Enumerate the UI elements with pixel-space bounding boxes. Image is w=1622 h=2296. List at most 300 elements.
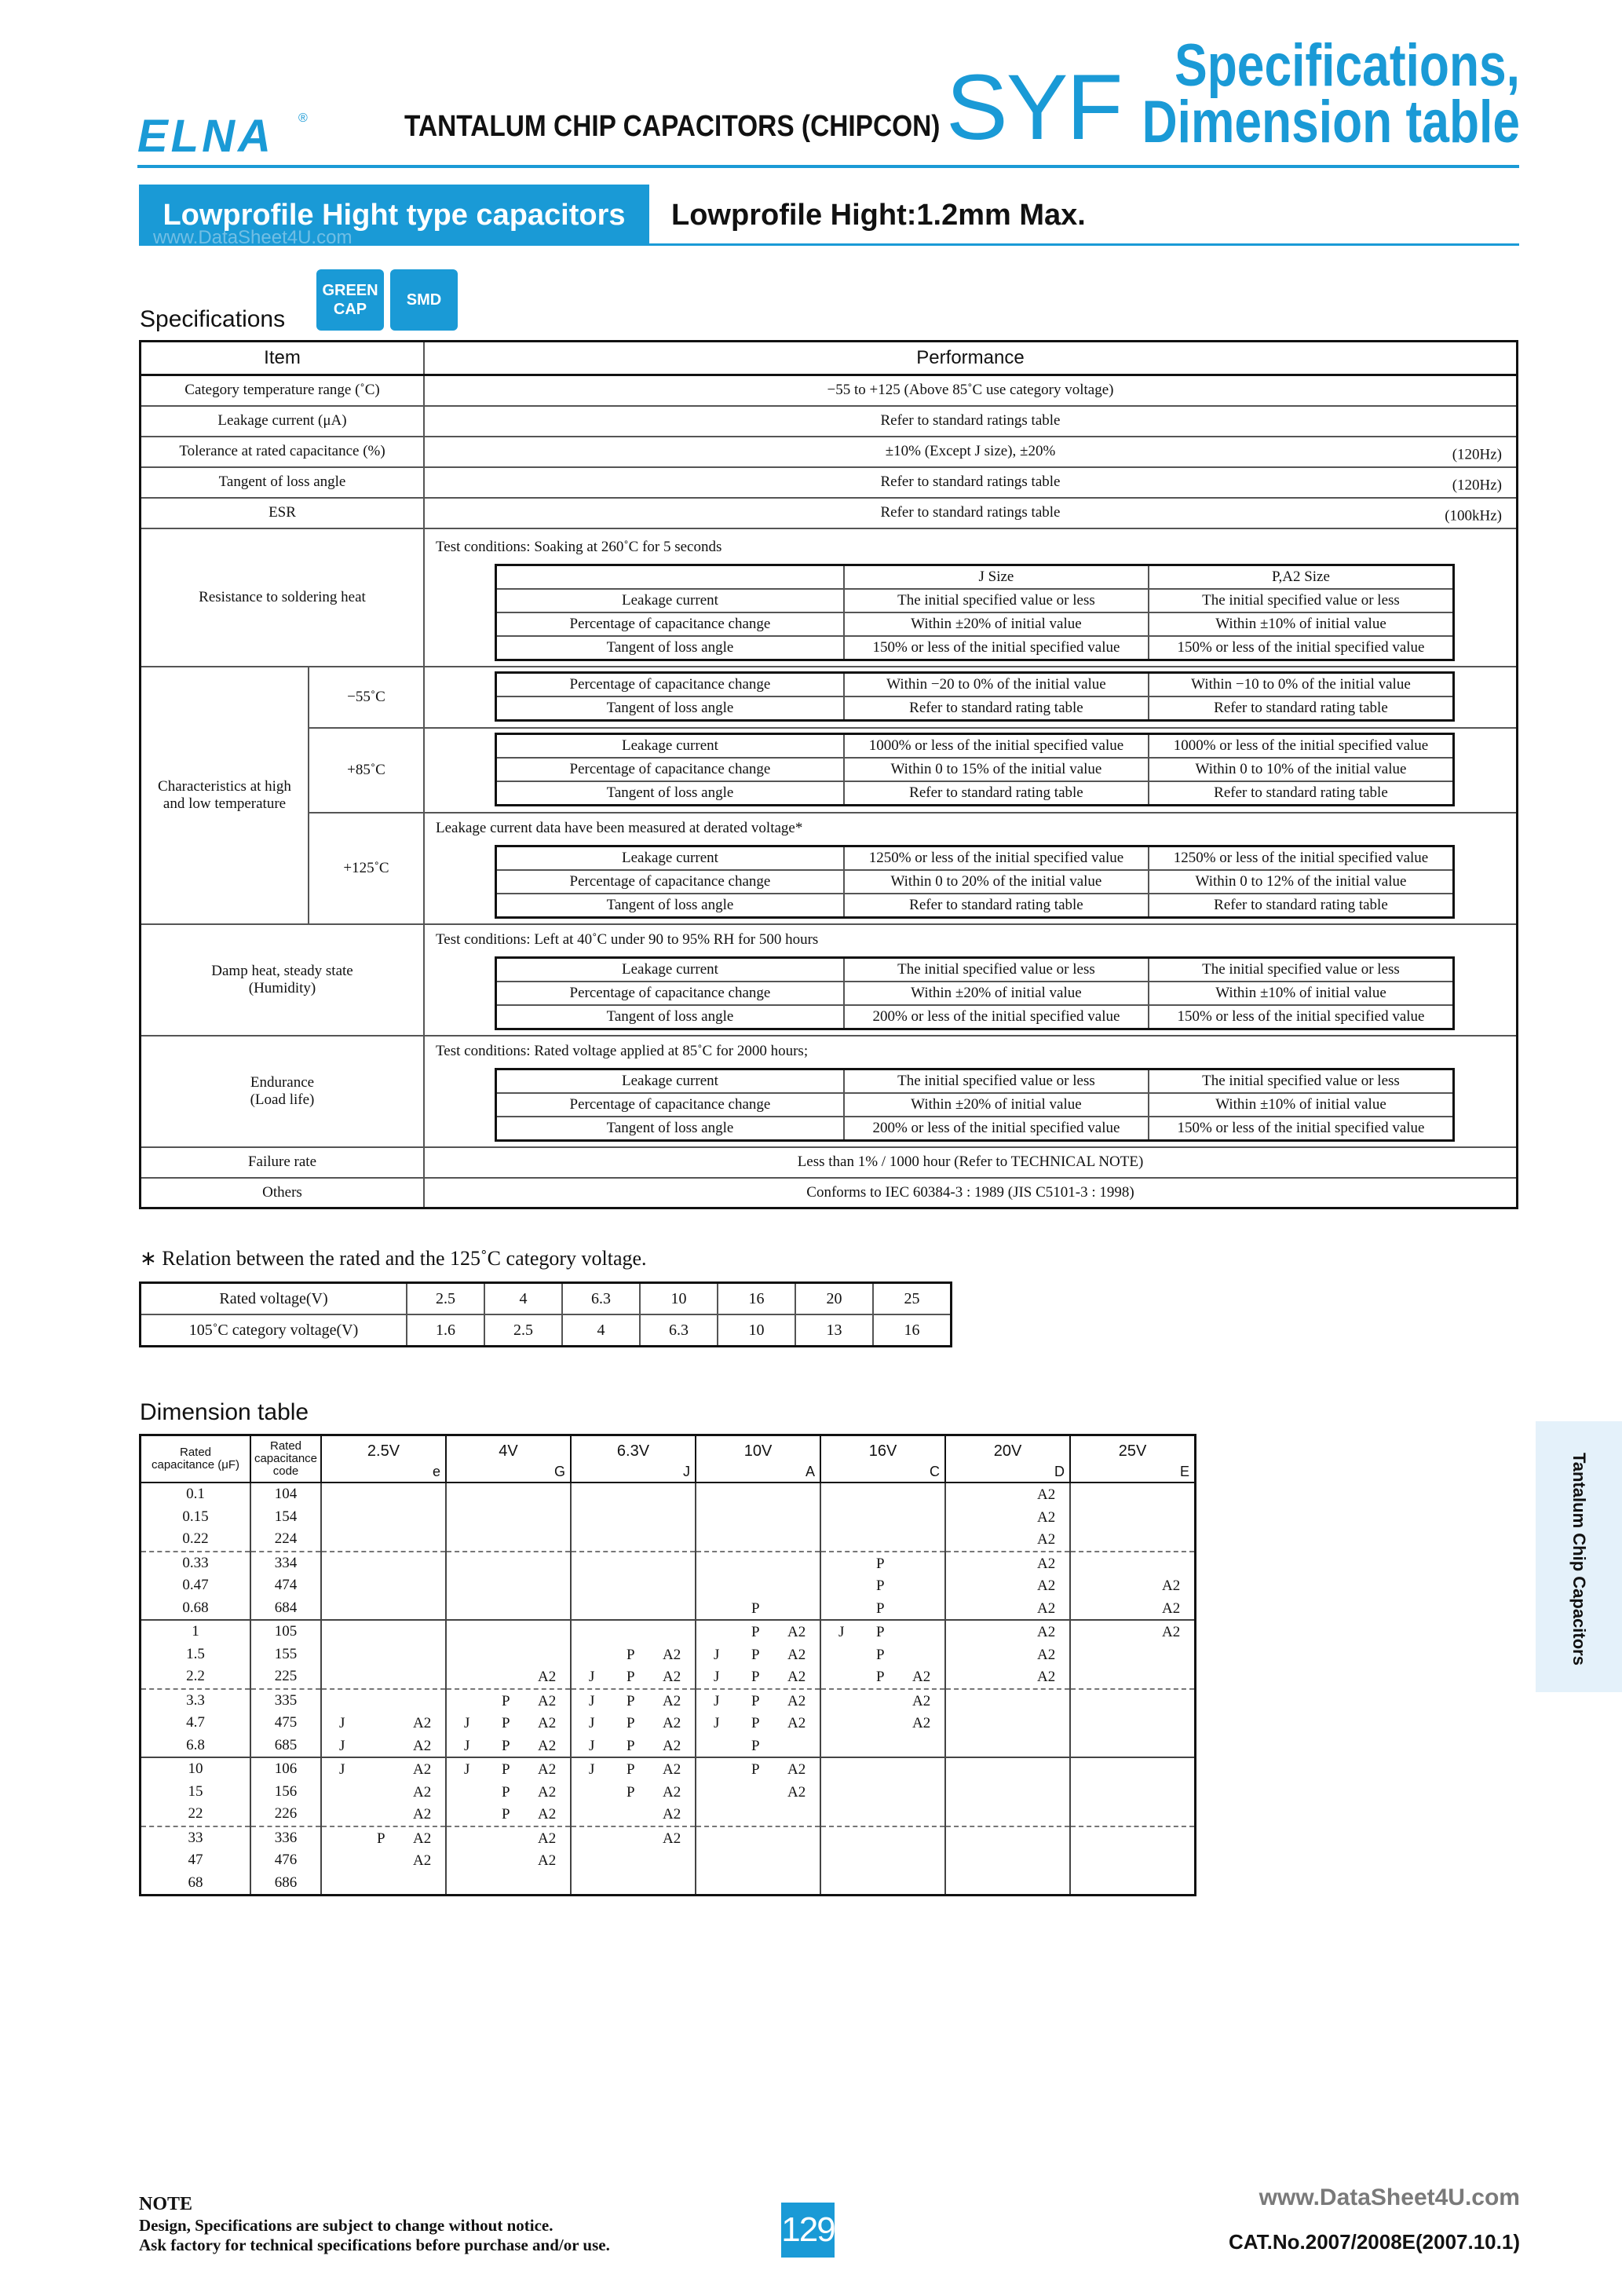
- case-size: A2: [912, 1715, 931, 1731]
- sub-cell: 1250% or less of the initial specified value: [844, 846, 1149, 870]
- col-header-voltage: [1070, 1435, 1196, 1483]
- size-cell: [321, 1689, 446, 1713]
- case-size: A2: [787, 1783, 806, 1801]
- size-cell: [571, 1803, 696, 1826]
- size-cell: [571, 1735, 696, 1758]
- rated-voltage-value: 4: [484, 1283, 562, 1315]
- col-header-code-l1: Rated: [269, 1439, 302, 1453]
- size-cell: [945, 1803, 1070, 1826]
- profile-note: Lowprofile Hight:1.2mm Max.: [671, 199, 1086, 232]
- capacitance-code: 336: [250, 1826, 321, 1850]
- size-cell: [321, 1665, 446, 1689]
- sub-cell: Within ±10% of initial value: [1149, 612, 1454, 636]
- case-size: A2: [1162, 1600, 1181, 1617]
- capacitance-code: 334: [250, 1552, 321, 1575]
- capacitance-code: 686: [250, 1872, 321, 1896]
- spec-perf-text: Refer to standard ratings table: [880, 473, 1061, 490]
- sub-cell: The initial specified value or less: [844, 1069, 1149, 1093]
- capacitance-code: 224: [250, 1528, 321, 1552]
- size-cell: [1070, 1735, 1196, 1758]
- size-cell: [1070, 1528, 1196, 1552]
- size-cell: [446, 1528, 571, 1552]
- table-row: [141, 1597, 1196, 1621]
- spec-item: Failure rate: [141, 1147, 425, 1178]
- rated-voltage-label: Rated voltage(V): [141, 1283, 407, 1315]
- col-header-voltage: [571, 1435, 696, 1483]
- registered-mark: ®: [298, 112, 308, 125]
- capacitance-code: 685: [250, 1735, 321, 1758]
- spec-perf: [424, 437, 1518, 467]
- case-size: J: [339, 1761, 345, 1778]
- capacitance-value: 68: [141, 1872, 251, 1896]
- capacitance-value: 2.2: [141, 1665, 251, 1689]
- size-cell: [571, 1574, 696, 1597]
- size-cell: [945, 1712, 1070, 1735]
- spec-item-l1: Endurance: [250, 1073, 315, 1091]
- case-size: A2: [1037, 1669, 1056, 1685]
- case-size: A2: [538, 1737, 557, 1754]
- size-cell: [446, 1803, 571, 1826]
- spec-item-l2: and low temperature: [163, 795, 287, 812]
- sub-cell: Tangent of loss angle: [496, 1117, 844, 1141]
- rated-voltage-value: 25: [873, 1283, 952, 1315]
- spec-item-l1: Characteristics at high: [158, 777, 291, 795]
- size-cell: [820, 1597, 945, 1621]
- spec-perf-text: ±10% (Except J size), ±20%: [885, 443, 1056, 459]
- sub-cell: 150% or less of the initial specified value: [844, 636, 1149, 660]
- sub-cell: Percentage of capacitance change: [496, 672, 844, 696]
- spec-row: [141, 1036, 1518, 1147]
- size-cell: [571, 1712, 696, 1735]
- col-header-voltage: [945, 1435, 1070, 1483]
- size-cell: [696, 1872, 820, 1896]
- sub-cell: 1000% or less of the initial specified value: [1149, 733, 1454, 758]
- capacitance-code: 105: [250, 1620, 321, 1643]
- size-cell: [321, 1528, 446, 1552]
- col-header-voltage: [446, 1435, 571, 1483]
- size-cell: [446, 1872, 571, 1896]
- case-size: J: [589, 1761, 595, 1778]
- temp-label: +85˚C: [309, 728, 424, 813]
- case-size: P: [502, 1761, 510, 1778]
- table-row: [141, 1849, 1196, 1872]
- size-cell: [945, 1574, 1070, 1597]
- sub-cell: 150% or less of the initial specified value: [1149, 1005, 1454, 1029]
- spec-perf: [424, 813, 1518, 924]
- note-line: Design, Specifications are subject to change without notice.: [139, 2216, 553, 2235]
- case-size: J: [589, 1692, 595, 1709]
- sub-cell: The initial specified value or less: [1149, 957, 1454, 982]
- sub-cell: 200% or less of the initial specified value: [844, 1005, 1149, 1029]
- size-cell: [446, 1552, 571, 1575]
- sub-cell: Percentage of capacitance change: [496, 1093, 844, 1117]
- case-size: A2: [1037, 1531, 1056, 1548]
- case-size: A2: [1037, 1486, 1056, 1503]
- spec-item: Leakage current (μA): [141, 406, 425, 437]
- case-size: P: [502, 1806, 510, 1823]
- sub-cell: The initial specified value or less: [844, 589, 1149, 612]
- case-size: A2: [1037, 1555, 1056, 1572]
- size-cell: [820, 1781, 945, 1804]
- size-cell: [945, 1757, 1070, 1781]
- footer-watermark: www.DataSheet4U.com: [1259, 2184, 1520, 2210]
- table-row: [141, 1735, 1196, 1758]
- sub-cell: Within ±20% of initial value: [844, 1093, 1149, 1117]
- size-cell: [571, 1552, 696, 1575]
- table-row: [141, 1826, 1196, 1850]
- case-size: A2: [663, 1692, 681, 1709]
- case-size: A2: [413, 1830, 432, 1847]
- spec-perf: [424, 528, 1518, 667]
- size-cell: [945, 1552, 1070, 1575]
- category-voltage-value: 10: [718, 1314, 795, 1347]
- sub-cell: Percentage of capacitance change: [496, 982, 844, 1005]
- case-size: J: [589, 1737, 595, 1754]
- spec-item: [141, 924, 425, 1036]
- case-size: A2: [787, 1624, 806, 1640]
- size-cell: [446, 1689, 571, 1713]
- case-size: A2: [538, 1783, 557, 1801]
- case-size: A2: [538, 1806, 557, 1823]
- size-cell: [1070, 1757, 1196, 1781]
- table-row: [141, 1803, 1196, 1826]
- size-cell: [321, 1735, 446, 1758]
- category-voltage-label: 105˚C category voltage(V): [141, 1314, 407, 1347]
- spec-row: [141, 728, 1518, 813]
- sub-cell: Leakage current: [496, 589, 844, 612]
- capacitance-value: 0.33: [141, 1552, 251, 1575]
- size-cell: [571, 1597, 696, 1621]
- capacitance-value: 0.22: [141, 1528, 251, 1552]
- page-title-line2: Dimension table: [1142, 89, 1520, 156]
- size-cell: [696, 1552, 820, 1575]
- size-cell: [571, 1506, 696, 1529]
- spec-item: Category temperature range (˚C): [141, 375, 425, 406]
- capacitance-value: 0.47: [141, 1574, 251, 1597]
- case-size: A2: [413, 1737, 432, 1754]
- size-cell: [820, 1506, 945, 1529]
- col-header-code-l2: capacitance: [254, 1452, 318, 1465]
- green-cap-badge-l2: CAP: [333, 301, 367, 318]
- size-cell: [820, 1757, 945, 1781]
- case-size: P: [751, 1737, 760, 1754]
- capacitance-value: 47: [141, 1849, 251, 1872]
- spec-perf: Refer to standard ratings table: [424, 406, 1518, 437]
- col-header-capacitance: [141, 1435, 251, 1483]
- size-cell: [571, 1781, 696, 1804]
- capacitance-code: 474: [250, 1574, 321, 1597]
- case-size: A2: [663, 1783, 681, 1801]
- size-cell: [696, 1597, 820, 1621]
- dimension-table: [139, 1434, 1196, 1896]
- capacitance-value: 0.15: [141, 1506, 251, 1529]
- size-cell: [446, 1826, 571, 1850]
- subtitle-tab: Lowprofile Hight type capacitors: [139, 185, 649, 246]
- size-cell: [571, 1528, 696, 1552]
- size-cell: [820, 1528, 945, 1552]
- case-size: A2: [787, 1761, 806, 1778]
- catalog-number: CAT.No.2007/2008E(2007.10.1): [1229, 2230, 1520, 2254]
- size-cell: [696, 1735, 820, 1758]
- rated-voltage-value: 20: [795, 1283, 873, 1315]
- size-cell: [571, 1849, 696, 1872]
- case-size: A2: [787, 1692, 806, 1709]
- sub-cell: Within −20 to 0% of the initial value: [844, 672, 1149, 696]
- green-cap-badge: [316, 269, 384, 331]
- voltage-label: 16V: [868, 1442, 897, 1460]
- table-row: [141, 1620, 1196, 1643]
- case-size: A2: [1037, 1508, 1056, 1526]
- case-size: A2: [413, 1806, 432, 1823]
- rated-voltage-value: 16: [718, 1283, 795, 1315]
- sub-cell: Tangent of loss angle: [496, 636, 844, 660]
- document-title: TANTALUM CHIP CAPACITORS (CHIPCON): [404, 110, 941, 143]
- capacitance-code: 335: [250, 1689, 321, 1713]
- case-size: A2: [1037, 1624, 1056, 1640]
- sub-cell: Tangent of loss angle: [496, 1005, 844, 1029]
- table-row: [141, 1712, 1196, 1735]
- spec-perf: [424, 467, 1518, 498]
- size-cell: [571, 1872, 696, 1896]
- capacitance-value: 0.68: [141, 1597, 251, 1621]
- voltage-code: C: [930, 1464, 940, 1479]
- case-size: J: [464, 1761, 470, 1778]
- sub-cell: Within ±20% of initial value: [844, 612, 1149, 636]
- case-size: A2: [538, 1715, 557, 1731]
- table-row: [141, 1552, 1196, 1575]
- smd-badge: SMD: [390, 269, 458, 331]
- spec-item: [141, 667, 309, 924]
- case-size: P: [751, 1669, 760, 1685]
- spec-item: Others: [141, 1178, 425, 1208]
- col-header-voltage: [820, 1435, 945, 1483]
- category-voltage-value: 1.6: [407, 1314, 484, 1347]
- voltage-label: 2.5V: [367, 1442, 400, 1460]
- spec-row: [141, 1178, 1518, 1208]
- spec-perf: [424, 728, 1518, 813]
- col-header-performance: Performance: [424, 342, 1518, 375]
- sub-cell: 1250% or less of the initial specified value: [1149, 846, 1454, 870]
- size-cell: [321, 1849, 446, 1872]
- table-row: [141, 1781, 1196, 1804]
- col-header-code-l3: code: [272, 1464, 299, 1478]
- spec-item-l2: (Load life): [250, 1091, 315, 1108]
- size-cell: [945, 1826, 1070, 1850]
- case-size: P: [502, 1715, 510, 1731]
- rated-voltage-value: 2.5: [407, 1283, 484, 1315]
- size-cell: [820, 1665, 945, 1689]
- rated-voltage-value: 6.3: [562, 1283, 640, 1315]
- test-conditions: Test conditions: Soaking at 260˚C for 5 seconds: [436, 538, 722, 555]
- size-cell: [321, 1712, 446, 1735]
- page-title-line1: Specifications,: [1174, 32, 1520, 99]
- sub-cell: 150% or less of the initial specified value: [1149, 1117, 1454, 1141]
- capacitance-value: 0.1: [141, 1483, 251, 1506]
- capacitance-value: 4.7: [141, 1712, 251, 1735]
- sub-cell: Within −10 to 0% of the initial value: [1149, 672, 1454, 696]
- size-cell: [696, 1528, 820, 1552]
- col-header-voltage: [696, 1435, 820, 1483]
- sub-table: [495, 671, 1455, 722]
- size-cell: [571, 1643, 696, 1666]
- spec-item-l1: Damp heat, steady state: [211, 962, 353, 979]
- case-size: A2: [413, 1761, 432, 1778]
- spec-item: Tolerance at rated capacitance (%): [141, 437, 425, 467]
- col-header-code: [250, 1435, 321, 1483]
- sub-cell: Tangent of loss angle: [496, 781, 844, 806]
- size-cell: [321, 1574, 446, 1597]
- note-title: NOTE: [139, 2194, 193, 2214]
- spec-perf: Less than 1% / 1000 hour (Refer to TECHNICAL NOTE): [424, 1147, 1518, 1178]
- page-number: 129: [781, 2203, 835, 2258]
- size-cell: [321, 1620, 446, 1643]
- case-size: P: [377, 1830, 385, 1847]
- sub-cell: Tangent of loss angle: [496, 696, 844, 721]
- size-cell: [1070, 1483, 1196, 1506]
- page-title: [1142, 32, 1520, 156]
- capacitance-value: 1: [141, 1620, 251, 1643]
- capacitance-code: 475: [250, 1712, 321, 1735]
- sub-cell: Within ±10% of initial value: [1149, 1093, 1454, 1117]
- table-row: [141, 1872, 1196, 1896]
- size-cell: [696, 1506, 820, 1529]
- size-cell: [696, 1483, 820, 1506]
- size-cell: [446, 1712, 571, 1735]
- table-row: [141, 1483, 1196, 1506]
- dimension-heading: Dimension table: [140, 1399, 309, 1425]
- voltage-code: G: [553, 1464, 565, 1479]
- case-size: A2: [663, 1737, 681, 1754]
- size-cell: [696, 1803, 820, 1826]
- case-size: P: [627, 1761, 635, 1778]
- table-row: [141, 1643, 1196, 1666]
- size-cell: [945, 1781, 1070, 1804]
- sub-table: [495, 956, 1455, 1030]
- sub-cell: [496, 565, 844, 589]
- size-cell: [945, 1872, 1070, 1896]
- sub-col-pa: P,A2 Size: [1149, 565, 1454, 589]
- subtitle-rule: [649, 243, 1519, 246]
- case-size: P: [751, 1715, 760, 1731]
- case-size: P: [502, 1737, 510, 1754]
- rated-voltage-value: 10: [640, 1283, 718, 1315]
- sub-cell: The initial specified value or less: [1149, 1069, 1454, 1093]
- capacitance-code: 104: [250, 1483, 321, 1506]
- sub-table: [495, 845, 1455, 919]
- size-cell: [321, 1483, 446, 1506]
- size-cell: [696, 1574, 820, 1597]
- sub-cell: Refer to standard rating table: [1149, 781, 1454, 806]
- sub-cell: Within ±20% of initial value: [844, 982, 1149, 1005]
- spec-row: [141, 406, 1518, 437]
- table-row: [141, 1689, 1196, 1713]
- spec-perf: −55 to +125 (Above 85˚C use category voltage): [424, 375, 1518, 406]
- temp-label: +125˚C: [309, 813, 424, 924]
- case-size: P: [627, 1715, 635, 1731]
- size-cell: [696, 1849, 820, 1872]
- size-cell: [571, 1757, 696, 1781]
- case-size: P: [876, 1624, 885, 1640]
- size-cell: [446, 1597, 571, 1621]
- case-size: J: [339, 1715, 345, 1731]
- voltage-code: E: [1179, 1464, 1189, 1479]
- spec-row: [141, 437, 1518, 467]
- series-name: SYF: [946, 56, 1122, 159]
- size-cell: [820, 1826, 945, 1850]
- size-cell: [446, 1757, 571, 1781]
- frequency-note: (120Hz): [1452, 477, 1502, 494]
- case-size: A2: [538, 1761, 557, 1778]
- size-cell: [1070, 1849, 1196, 1872]
- spec-row: [141, 1147, 1518, 1178]
- size-cell: [945, 1620, 1070, 1643]
- size-cell: [820, 1849, 945, 1872]
- size-cell: [945, 1483, 1070, 1506]
- case-size: A2: [413, 1783, 432, 1801]
- size-cell: [321, 1506, 446, 1529]
- case-size: A2: [787, 1669, 806, 1685]
- capacitance-code: 154: [250, 1506, 321, 1529]
- spec-row: [141, 924, 1518, 1036]
- col-header-capacitance-l2: capacitance (μF): [151, 1458, 240, 1472]
- size-cell: [820, 1712, 945, 1735]
- voltage-label: 20V: [993, 1442, 1022, 1460]
- sub-cell: Within 0 to 15% of the initial value: [844, 758, 1149, 781]
- size-cell: [1070, 1826, 1196, 1850]
- case-size: P: [751, 1692, 760, 1709]
- case-size: A2: [663, 1669, 681, 1685]
- case-size: J: [589, 1715, 595, 1731]
- size-cell: [820, 1735, 945, 1758]
- spec-perf-text: Refer to standard ratings table: [880, 504, 1061, 521]
- category-voltage-value: 4: [562, 1314, 640, 1347]
- section-side-label: Tantalum Chip Capacitors: [1569, 1452, 1589, 1665]
- size-cell: [820, 1643, 945, 1666]
- sub-cell: Tangent of loss angle: [496, 894, 844, 918]
- size-cell: [820, 1872, 945, 1896]
- test-conditions: Test conditions: Left at 40˚C under 90 to 95% RH for 500 hours: [436, 930, 819, 948]
- size-cell: [820, 1689, 945, 1713]
- capacitance-value: 22: [141, 1803, 251, 1826]
- case-size: J: [339, 1737, 345, 1754]
- spec-row: [141, 667, 1518, 728]
- sub-cell: The initial specified value or less: [1149, 589, 1454, 612]
- size-cell: [321, 1552, 446, 1575]
- case-size: P: [751, 1600, 760, 1617]
- note-line: Ask factory for technical specifications before purchase and/or use.: [139, 2236, 610, 2254]
- case-size: P: [876, 1600, 885, 1617]
- sub-cell: Refer to standard rating table: [844, 781, 1149, 806]
- specifications-table: [139, 340, 1518, 1209]
- case-size: J: [714, 1692, 720, 1709]
- temp-label: −55˚C: [309, 667, 424, 728]
- sub-cell: 1000% or less of the initial specified value: [844, 733, 1149, 758]
- case-size: A2: [413, 1852, 432, 1869]
- case-size: A2: [538, 1830, 557, 1847]
- case-size: A2: [538, 1852, 557, 1869]
- size-cell: [945, 1665, 1070, 1689]
- case-size: A2: [663, 1761, 681, 1778]
- size-cell: [321, 1597, 446, 1621]
- specifications-heading: Specifications: [140, 306, 286, 332]
- voltage-label: 10V: [743, 1442, 773, 1460]
- capacitance-code: 155: [250, 1643, 321, 1666]
- table-row: [141, 1506, 1196, 1529]
- voltage-label: 6.3V: [616, 1442, 650, 1460]
- spec-item: [141, 1036, 425, 1147]
- spec-perf: Conforms to IEC 60384-3 : 1989 (JIS C5101-3 : 1998): [424, 1178, 1518, 1208]
- size-cell: [321, 1643, 446, 1666]
